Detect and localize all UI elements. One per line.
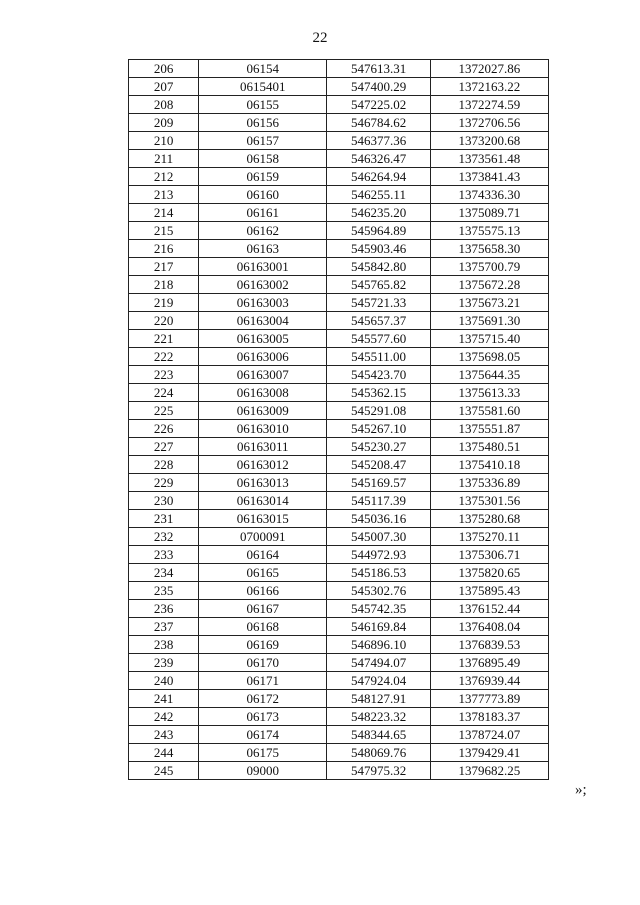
y-coordinate-cell: 1375658.30 [430,240,548,258]
point-number-cell: 240 [129,672,199,690]
x-coordinate-cell: 545230.27 [327,438,430,456]
point-number-cell: 245 [129,762,199,780]
y-coordinate-cell: 1375336.89 [430,474,548,492]
point-id-cell: 06162 [199,222,327,240]
table-row [129,384,549,402]
x-coordinate-cell: 546326.47 [327,150,430,168]
point-id-cell: 0700091 [199,528,327,546]
point-number-cell: 242 [129,708,199,726]
x-coordinate-cell: 545169.57 [327,474,430,492]
y-coordinate-cell: 1379429.41 [430,744,548,762]
y-coordinate-cell: 1376895.49 [430,654,548,672]
y-coordinate-cell: 1375613.33 [430,384,548,402]
x-coordinate-cell: 546896.10 [327,636,430,654]
point-number-cell: 220 [129,312,199,330]
point-id-cell: 06155 [199,96,327,114]
table-row [129,348,549,366]
page-number: 22 [312,30,328,46]
x-coordinate-cell: 545657.37 [327,312,430,330]
point-id-cell: 06163013 [199,474,327,492]
point-id-cell: 06163011 [199,438,327,456]
y-coordinate-cell: 1375895.43 [430,582,548,600]
point-number-cell: 231 [129,510,199,528]
x-coordinate-cell: 545511.00 [327,348,430,366]
point-id-cell: 06174 [199,726,327,744]
y-coordinate-cell: 1375410.18 [430,456,548,474]
y-coordinate-cell: 1372706.56 [430,114,548,132]
point-number-cell: 236 [129,600,199,618]
y-coordinate-cell: 1375270.11 [430,528,548,546]
table-row [129,672,549,690]
x-coordinate-cell: 547975.32 [327,762,430,780]
point-number-cell: 214 [129,204,199,222]
point-number-cell: 216 [129,240,199,258]
point-id-cell: 06167 [199,600,327,618]
y-coordinate-cell: 1376939.44 [430,672,548,690]
table-row [129,438,549,456]
y-coordinate-cell: 1374336.30 [430,186,548,204]
point-id-cell: 09000 [199,762,327,780]
y-coordinate-cell: 1375820.65 [430,564,548,582]
x-coordinate-cell: 545842.80 [327,258,430,276]
y-coordinate-cell: 1372274.59 [430,96,548,114]
table-row [129,132,549,150]
x-coordinate-cell: 546255.11 [327,186,430,204]
table-row [129,222,549,240]
table-row [129,402,549,420]
x-coordinate-cell: 546264.94 [327,168,430,186]
x-coordinate-cell: 548069.76 [327,744,430,762]
table-row [129,204,549,222]
table-row [129,240,549,258]
point-id-cell: 06160 [199,186,327,204]
y-coordinate-cell: 1375715.40 [430,330,548,348]
point-number-cell: 209 [129,114,199,132]
x-coordinate-cell: 545903.46 [327,240,430,258]
y-coordinate-cell: 1375551.87 [430,420,548,438]
point-number-cell: 237 [129,618,199,636]
x-coordinate-cell: 547494.07 [327,654,430,672]
point-id-cell: 06163007 [199,366,327,384]
y-coordinate-cell: 1372163.22 [430,78,548,96]
table-row [129,618,549,636]
x-coordinate-cell: 546377.36 [327,132,430,150]
y-coordinate-cell: 1375089.71 [430,204,548,222]
point-id-cell: 06163002 [199,276,327,294]
table-row [129,330,549,348]
table-row [129,60,549,78]
table-row [129,294,549,312]
table-row [129,150,549,168]
x-coordinate-cell: 545208.47 [327,456,430,474]
point-number-cell: 224 [129,384,199,402]
table-row [129,546,549,564]
point-id-cell: 06154 [199,60,327,78]
point-id-cell: 06157 [199,132,327,150]
y-coordinate-cell: 1376839.53 [430,636,548,654]
point-id-cell: 06169 [199,636,327,654]
point-number-cell: 218 [129,276,199,294]
table-row [129,276,549,294]
x-coordinate-cell: 545765.82 [327,276,430,294]
table-row [129,510,549,528]
point-number-cell: 239 [129,654,199,672]
point-id-cell: 06163004 [199,312,327,330]
coordinates-table-body [129,60,549,780]
point-id-cell: 06163014 [199,492,327,510]
x-coordinate-cell: 546235.20 [327,204,430,222]
point-number-cell: 222 [129,348,199,366]
point-id-cell: 06172 [199,690,327,708]
point-number-cell: 217 [129,258,199,276]
table-row [129,564,549,582]
table-row [129,96,549,114]
point-id-cell: 06165 [199,564,327,582]
y-coordinate-cell: 1373841.43 [430,168,548,186]
point-number-cell: 226 [129,420,199,438]
y-coordinate-cell: 1378183.37 [430,708,548,726]
point-id-cell: 06158 [199,150,327,168]
point-id-cell: 06163001 [199,258,327,276]
point-id-cell: 06173 [199,708,327,726]
x-coordinate-cell: 548223.32 [327,708,430,726]
y-coordinate-cell: 1375673.21 [430,294,548,312]
table-row [129,708,549,726]
table-row [129,420,549,438]
y-coordinate-cell: 1375480.51 [430,438,548,456]
y-coordinate-cell: 1375644.35 [430,366,548,384]
point-number-cell: 211 [129,150,199,168]
point-id-cell: 06163008 [199,384,327,402]
point-number-cell: 238 [129,636,199,654]
x-coordinate-cell: 545964.89 [327,222,430,240]
point-id-cell: 06175 [199,744,327,762]
point-number-cell: 223 [129,366,199,384]
x-coordinate-cell: 545742.35 [327,600,430,618]
y-coordinate-cell: 1375691.30 [430,312,548,330]
x-coordinate-cell: 545186.53 [327,564,430,582]
x-coordinate-cell: 544972.93 [327,546,430,564]
x-coordinate-cell: 547924.04 [327,672,430,690]
point-number-cell: 212 [129,168,199,186]
point-id-cell: 06170 [199,654,327,672]
point-id-cell: 06159 [199,168,327,186]
closing-quote-mark: »; [575,782,587,798]
table-row [129,312,549,330]
y-coordinate-cell: 1375698.05 [430,348,548,366]
y-coordinate-cell: 1373200.68 [430,132,548,150]
y-coordinate-cell: 1373561.48 [430,150,548,168]
point-number-cell: 234 [129,564,199,582]
point-number-cell: 219 [129,294,199,312]
point-number-cell: 228 [129,456,199,474]
y-coordinate-cell: 1372027.86 [430,60,548,78]
table-row [129,258,549,276]
point-id-cell: 06163 [199,240,327,258]
x-coordinate-cell: 545423.70 [327,366,430,384]
point-number-cell: 206 [129,60,199,78]
table-row [129,492,549,510]
table-row [129,114,549,132]
point-number-cell: 227 [129,438,199,456]
coordinates-table [128,59,549,780]
point-number-cell: 208 [129,96,199,114]
x-coordinate-cell: 545362.15 [327,384,430,402]
x-coordinate-cell: 547225.02 [327,96,430,114]
y-coordinate-cell: 1375672.28 [430,276,548,294]
table-row [129,690,549,708]
point-number-cell: 225 [129,402,199,420]
point-id-cell: 06163005 [199,330,327,348]
table-row [129,744,549,762]
point-number-cell: 233 [129,546,199,564]
x-coordinate-cell: 545036.16 [327,510,430,528]
x-coordinate-cell: 548127.91 [327,690,430,708]
table-row [129,186,549,204]
y-coordinate-cell: 1375301.56 [430,492,548,510]
point-id-cell: 06163015 [199,510,327,528]
point-number-cell: 230 [129,492,199,510]
x-coordinate-cell: 546784.62 [327,114,430,132]
point-id-cell: 06163006 [199,348,327,366]
table-row [129,168,549,186]
x-coordinate-cell: 545721.33 [327,294,430,312]
table-row [129,78,549,96]
point-id-cell: 06163009 [199,402,327,420]
point-id-cell: 06161 [199,204,327,222]
x-coordinate-cell: 545267.10 [327,420,430,438]
point-number-cell: 207 [129,78,199,96]
point-id-cell: 06163012 [199,456,327,474]
point-id-cell: 06171 [199,672,327,690]
point-number-cell: 221 [129,330,199,348]
y-coordinate-cell: 1375575.13 [430,222,548,240]
x-coordinate-cell: 548344.65 [327,726,430,744]
table-row [129,456,549,474]
table-row [129,474,549,492]
y-coordinate-cell: 1377773.89 [430,690,548,708]
point-id-cell: 06166 [199,582,327,600]
point-id-cell: 0615401 [199,78,327,96]
x-coordinate-cell: 547400.29 [327,78,430,96]
point-number-cell: 243 [129,726,199,744]
table-row [129,636,549,654]
point-number-cell: 210 [129,132,199,150]
point-number-cell: 229 [129,474,199,492]
x-coordinate-cell: 545291.08 [327,402,430,420]
point-number-cell: 232 [129,528,199,546]
x-coordinate-cell: 545007.30 [327,528,430,546]
y-coordinate-cell: 1379682.25 [430,762,548,780]
table-row [129,726,549,744]
point-number-cell: 215 [129,222,199,240]
point-id-cell: 06163010 [199,420,327,438]
table-row [129,600,549,618]
table-row [129,762,549,780]
table-row [129,582,549,600]
table-row [129,366,549,384]
y-coordinate-cell: 1376408.04 [430,618,548,636]
x-coordinate-cell: 547613.31 [327,60,430,78]
table-row [129,654,549,672]
point-id-cell: 06163003 [199,294,327,312]
x-coordinate-cell: 545577.60 [327,330,430,348]
point-number-cell: 244 [129,744,199,762]
y-coordinate-cell: 1375280.68 [430,510,548,528]
x-coordinate-cell: 545117.39 [327,492,430,510]
point-id-cell: 06168 [199,618,327,636]
x-coordinate-cell: 546169.84 [327,618,430,636]
point-id-cell: 06164 [199,546,327,564]
y-coordinate-cell: 1375700.79 [430,258,548,276]
point-number-cell: 235 [129,582,199,600]
y-coordinate-cell: 1375306.71 [430,546,548,564]
point-number-cell: 213 [129,186,199,204]
y-coordinate-cell: 1376152.44 [430,600,548,618]
x-coordinate-cell: 545302.76 [327,582,430,600]
point-number-cell: 241 [129,690,199,708]
y-coordinate-cell: 1378724.07 [430,726,548,744]
point-id-cell: 06156 [199,114,327,132]
table-row [129,528,549,546]
y-coordinate-cell: 1375581.60 [430,402,548,420]
